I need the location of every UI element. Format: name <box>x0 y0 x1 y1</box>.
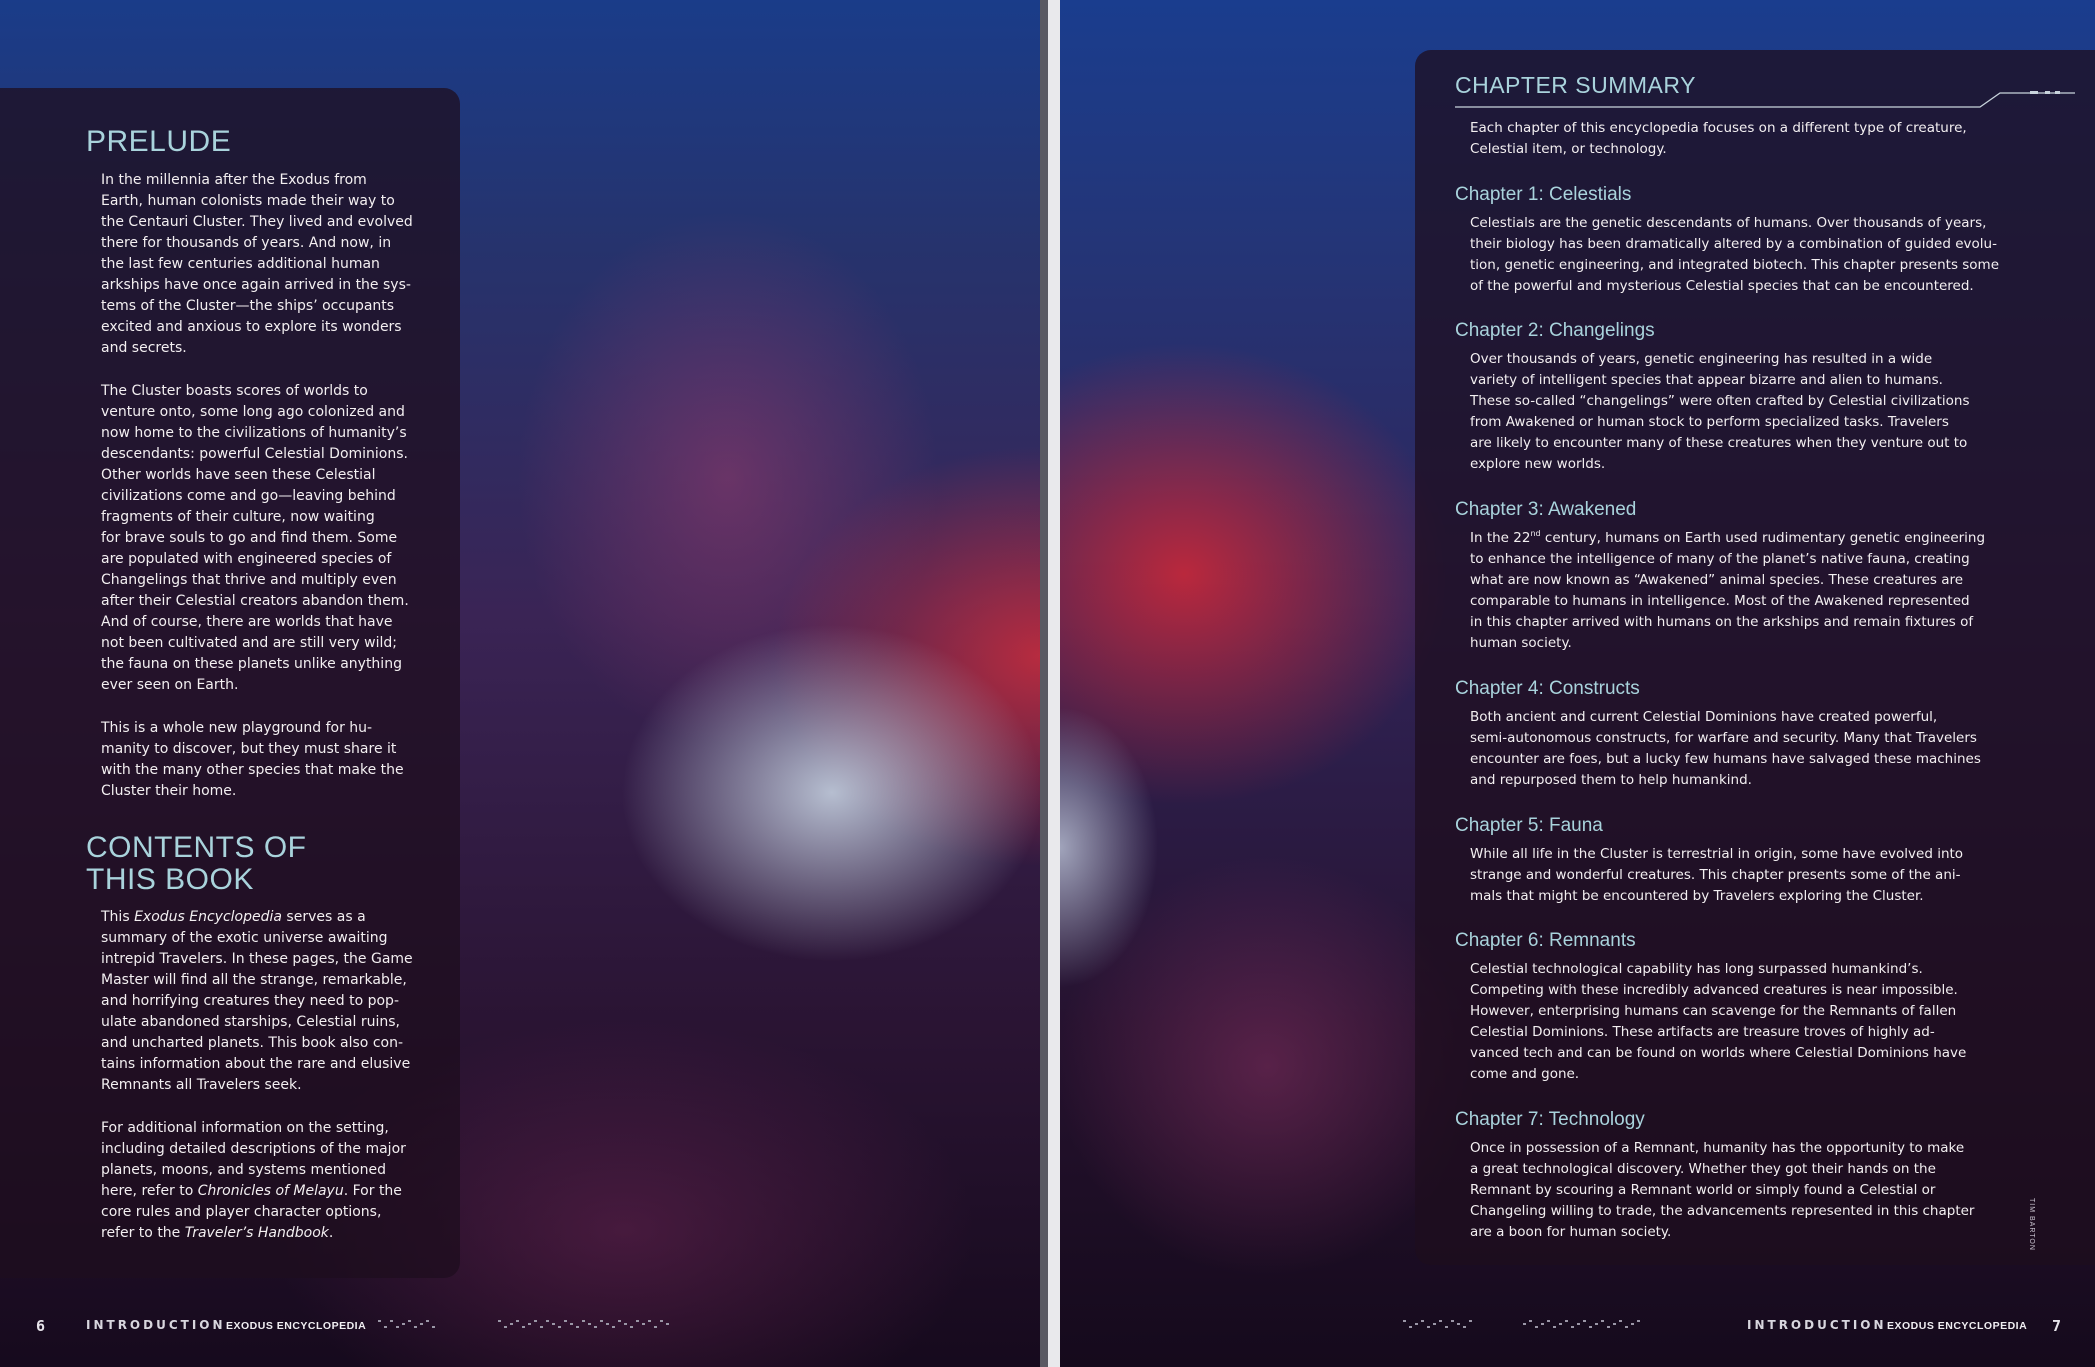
text-line: are a boon for human society. <box>1470 1224 1672 1240</box>
text-line: arkships have once again arrived in the sys- <box>101 277 411 293</box>
text-line: Competing with these incredibly advanced creatures is near impossible. <box>1470 982 1958 998</box>
text-line: ever seen on Earth. <box>101 677 239 693</box>
text-line: for brave souls to go and find them. Some <box>101 530 398 546</box>
text-line: variety of intelligent species that appear bizarre and alien to humans. <box>1470 372 1943 388</box>
text-line: not been cultivated and are still very wild; <box>101 635 397 651</box>
text-line: tems of the Cluster—the ships’ occupants <box>101 298 395 314</box>
prelude-paragraph-3 <box>101 718 451 802</box>
chapter-heading: Chapter 3: Awakened <box>1455 499 1637 520</box>
text-line: century, humans on Earth used rudimentary genetic engineering <box>1544 530 1986 546</box>
text-line: with the many other species that make the <box>101 762 404 778</box>
text-line: and uncharted planets. This book also con- <box>101 1035 404 1051</box>
text-line: For additional information on the setting, <box>101 1120 389 1136</box>
right-page-number: 7 <box>2052 1317 2062 1335</box>
text-line: Over thousands of years, genetic engineering has resulted in a wide <box>1470 351 1933 367</box>
text-line: comparable to humans in intelligence. Most of the Awakened represented <box>1470 593 1970 609</box>
text-line: Celestial item, or technology. <box>1470 141 1667 157</box>
chapter-description <box>1470 528 2030 654</box>
text-line: after their Celestial creators abandon them. <box>101 593 409 609</box>
chapter-heading: Chapter 5: Fauna <box>1455 815 1603 836</box>
chapter-heading: Chapter 6: Remnants <box>1455 930 1636 951</box>
chapter-summary-underline <box>1455 88 2075 108</box>
text-line: are likely to encounter many of these creatures when they venture out to <box>1470 435 1968 451</box>
chapter-heading: Chapter 1: Celestials <box>1455 184 1632 205</box>
chapter-summary-intro <box>1470 118 2030 160</box>
text-line: their biology has been dramatically altered by a combination of guided evolu- <box>1470 236 1997 252</box>
chapter-description <box>1470 959 2030 1085</box>
contents-p2-text-c: refer to the <box>101 1225 185 1241</box>
prelude-paragraph-1 <box>101 170 451 359</box>
left-footer-book-title: EXODUS ENCYCLOPEDIA <box>226 1320 367 1332</box>
text-line: the Centauri Cluster. They lived and evolved <box>101 214 413 230</box>
left-page-number: 6 <box>36 1317 46 1335</box>
prelude-title: PRELUDE <box>86 125 232 158</box>
contents-p1-title-italic: Exodus Encyclopedia <box>134 909 282 925</box>
text-line: excited and anxious to explore its wonders <box>101 319 402 335</box>
text-line-prefix: In the 22 <box>1470 530 1531 546</box>
text-line: semi-autonomous constructs, for warfare and security. Many that Travelers <box>1470 730 1977 746</box>
chapter-heading: Chapter 7: Technology <box>1455 1109 1645 1130</box>
text-line: This is a whole new playground for hu- <box>101 720 373 736</box>
text-line: are populated with engineered species of <box>101 551 392 567</box>
right-footer-dot-pattern <box>1403 1318 1713 1332</box>
text-line: what are now known as “Awakened” animal species. These creatures are <box>1470 572 1964 588</box>
text-line: the last few centuries additional human <box>101 256 380 272</box>
contents-title <box>86 832 307 896</box>
text-line: The Cluster boasts scores of worlds to <box>101 383 368 399</box>
text-line: Both ancient and current Celestial Dominions have created powerful, <box>1470 709 1938 725</box>
right-footer-section: INTRODUCTION <box>1747 1318 1887 1332</box>
text-line: These so-called “changelings” were often crafted by Celestial civilizations <box>1470 393 1970 409</box>
text-line: mals that might be encountered by Travelers exploring the Cluster. <box>1470 888 1924 904</box>
text-line: come and gone. <box>1470 1066 1580 1082</box>
text-line: In the millennia after the Exodus from <box>101 172 367 188</box>
text-line: Changeling willing to trade, the advancements represented in this chapter <box>1470 1203 1975 1219</box>
contents-title-line-1: CONTENTS OF <box>86 831 307 864</box>
text-line: encounter are foes, but a lucky few humans have salvaged these machines <box>1470 751 1981 767</box>
contents-p1-text-b: serves as a <box>281 909 366 925</box>
text-line: tion, genetic engineering, and integrated biotech. This chapter presents some <box>1470 257 2000 273</box>
text-line: in this chapter arrived with humans on the arkships and remain fixtures of <box>1470 614 1974 630</box>
text-line: strange and wonderful creatures. This chapter presents some of the ani- <box>1470 867 1961 883</box>
gutter <box>1040 0 1048 1367</box>
chapter-heading: Chapter 2: Changelings <box>1455 320 1655 341</box>
contents-p2-handbook-italic: Traveler’s Handbook <box>184 1225 329 1241</box>
text-line: Remnants all Travelers seek. <box>101 1077 302 1093</box>
text-line: Master will find all the strange, remarkable, <box>101 972 407 988</box>
text-line: and horrifying creatures they need to pop- <box>101 993 399 1009</box>
right-footer-book-title: EXODUS ENCYCLOPEDIA <box>1887 1320 2028 1332</box>
text-line: descendants: powerful Celestial Dominions. <box>101 446 408 462</box>
text-line: intrepid Travelers. In these pages, the Game <box>101 951 413 967</box>
contents-paragraph-1 <box>101 907 451 1096</box>
text-line: However, enterprising humans can scavenge for the Remnants of fallen <box>1470 1003 1957 1019</box>
text-line: and secrets. <box>101 340 187 356</box>
text-line: and repurposed them to help humankind. <box>1470 772 1752 788</box>
contents-p1-text-a: This <box>101 909 135 925</box>
text-line: explore new worlds. <box>1470 456 1606 472</box>
chapter-summary-title: CHAPTER SUMMARY <box>1455 72 1696 98</box>
left-footer-section: INTRODUCTION <box>86 1318 226 1332</box>
text-line: While all life in the Cluster is terrestrial in origin, some have evolved into <box>1470 846 1964 862</box>
left-footer-dot-pattern <box>378 1318 688 1332</box>
text-line: Earth, human colonists made their way to <box>101 193 395 209</box>
text-line: ulate abandoned starships, Celestial ruins, <box>101 1014 400 1030</box>
prelude-paragraph-2 <box>101 381 451 696</box>
text-line: Celestials are the genetic descendants of humans. Over thousands of years, <box>1470 215 1987 231</box>
text-line: from Awakened or human stock to perform specialized tasks. Travelers <box>1470 414 1949 430</box>
chapter-description <box>1470 1138 2030 1243</box>
text-line: human society. <box>1470 635 1572 651</box>
text-line: including detailed descriptions of the major <box>101 1141 406 1157</box>
text-line: tains information about the rare and elusive <box>101 1056 411 1072</box>
right-page <box>1060 0 2095 1367</box>
text-line: to enhance the intelligence of many of the planet’s native fauna, creating <box>1470 551 1970 567</box>
contents-p2-lines <box>101 1120 406 1178</box>
left-page <box>0 0 1040 1367</box>
text-line: venture onto, some long ago colonized and <box>101 404 405 420</box>
text-line: Once in possession of a Remnant, humanity has the opportunity to make <box>1470 1140 1965 1156</box>
contents-p2-text-b: . For the <box>343 1183 402 1199</box>
text-line: planets, moons, and systems mentioned <box>101 1162 386 1178</box>
chapter-description <box>1470 213 2030 297</box>
text-line: there for thousands of years. And now, in <box>101 235 392 251</box>
text-line: Other worlds have seen these Celestial <box>101 467 376 483</box>
chapter-description <box>1470 844 2030 907</box>
text-line: And of course, there are worlds that have <box>101 614 393 630</box>
chapter-heading: Chapter 4: Constructs <box>1455 678 1640 699</box>
text-line: a great technological discovery. Whether they got their hands on the <box>1470 1161 1936 1177</box>
text-line: Each chapter of this encyclopedia focuses on a different type of creature, <box>1470 120 1967 136</box>
text-line: civilizations come and go—leaving behind <box>101 488 396 504</box>
contents-p2-text-a: here, refer to <box>101 1183 198 1199</box>
contents-p2-chronicles-italic: Chronicles of Melayu <box>197 1183 344 1199</box>
chapter-description <box>1470 707 2030 791</box>
contents-p2-line-5: core rules and player character options, <box>101 1204 382 1220</box>
contents-title-line-2: THIS BOOK <box>86 863 254 896</box>
text-line: of the powerful and mysterious Celestial species that can be encountered. <box>1470 278 1974 294</box>
text-line: Celestial technological capability has long surpassed humankind’s. <box>1470 961 1923 977</box>
text-line: fragments of their culture, now waiting <box>101 509 375 525</box>
text-line: Remnant by scouring a Remnant world or simply found a Celestial or <box>1470 1182 1936 1198</box>
ordinal-superscript: nd <box>1530 529 1541 538</box>
text-line: Celestial Dominions. These artifacts are treasure troves of highly ad- <box>1470 1024 1935 1040</box>
text-line: the fauna on these planets unlike anything <box>101 656 402 672</box>
text-line: vanced tech and can be found on worlds where Celestial Dominions have <box>1470 1045 1967 1061</box>
text-line: now home to the civilizations of humanity’s <box>101 425 407 441</box>
contents-paragraph-2 <box>101 1118 451 1244</box>
contents-p2-text-d: . <box>328 1225 334 1241</box>
text-line: summary of the exotic universe awaiting <box>101 930 388 946</box>
text-line: manity to discover, but they must share it <box>101 741 397 757</box>
chapter-description <box>1470 349 2030 475</box>
text-line: Changelings that thrive and multiply even <box>101 572 397 588</box>
contents-p1-lines <box>101 930 413 1093</box>
art-credit: TIM BARTON <box>2028 1198 2035 1251</box>
text-line: Cluster their home. <box>101 783 237 799</box>
